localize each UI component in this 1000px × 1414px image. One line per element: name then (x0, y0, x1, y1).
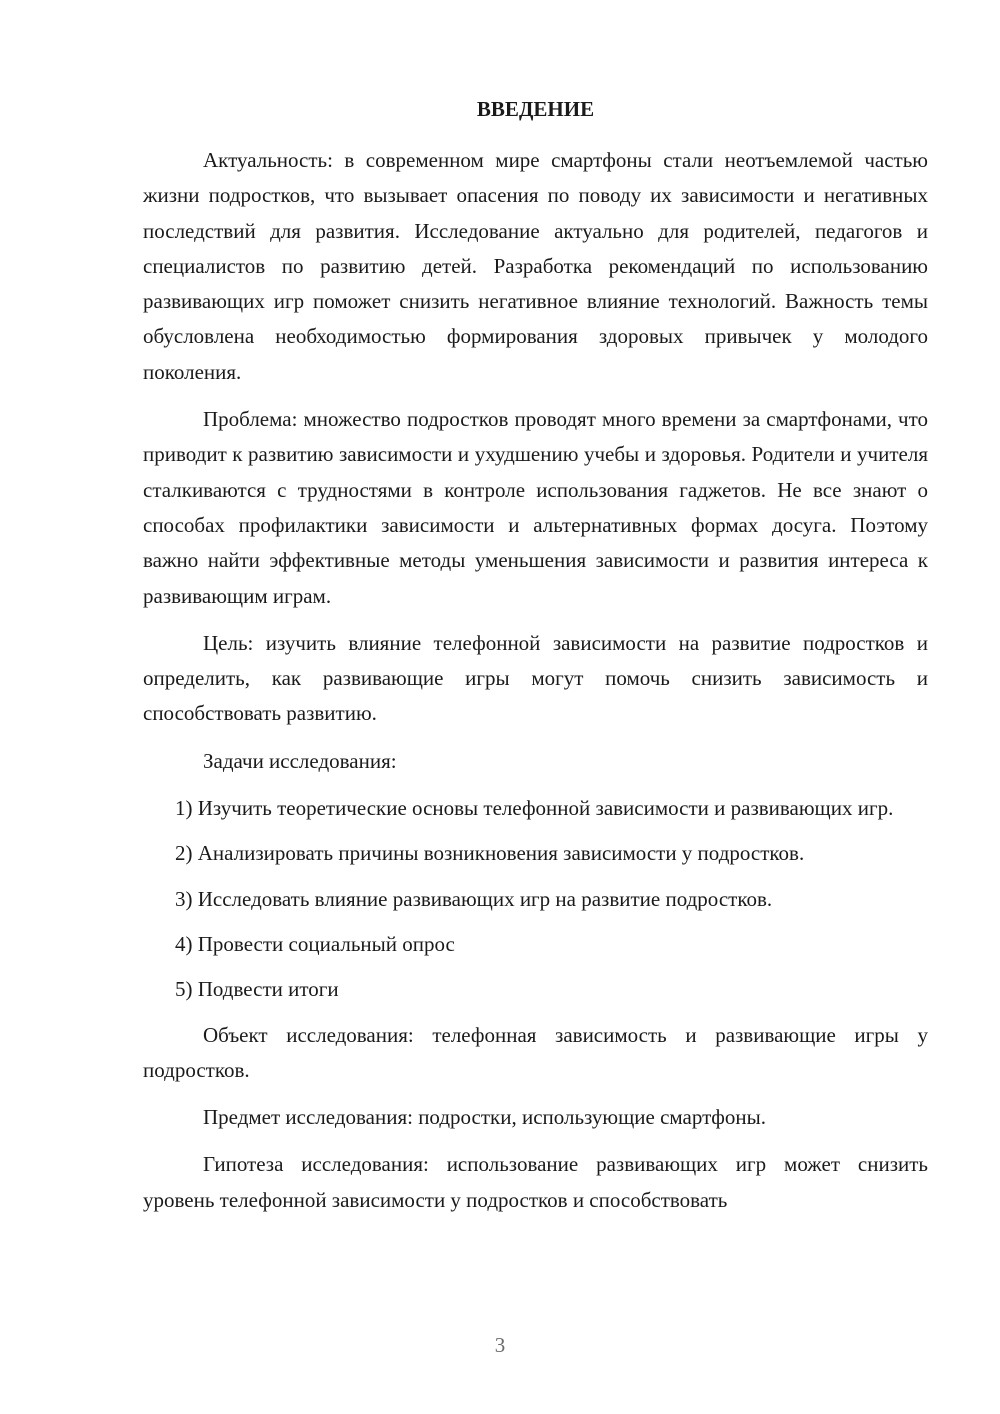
page-number: 3 (494, 1333, 506, 1357)
paragraph-problem: Проблема: множество подростков проводят много времени за смартфонами, что приводит к развитию зависимости и ухудшению учебы и здоровья. Родители и учителя сталкиваются с трудностями в контроле использования гаджетов. Не все знают о способах профилактики зависимости и альтернативных формах досуга. Поэтому важно найти эффективные методы уменьшения зависимости и развития интереса к развивающим играм. (143, 407, 928, 608)
paragraph-hypothesis: Гипотеза исследования: использование развивающих игр может снизить уровень телефонной зависимости у подростков и способствовать (143, 1152, 928, 1212)
document-title: ВВЕДЕНИЕ (476, 97, 595, 121)
task-item-3: 3) Исследовать влияние развивающих игр на развитие подростков. (175, 886, 773, 911)
paragraph-goal: Цель: изучить влияние телефонной зависимости на развитие подростков и определить, как развивающие игры могут помочь снизить зависимость и способствовать развитию. (143, 630, 928, 726)
document-page (143, 92, 928, 1230)
paragraph-relevance: Актуальность: в современном мире смартфоны стали неотъемлемой частью жизни подростков, что вызывает опасения по поводу их зависимости и негативных последствий для развития. Исследование актуально для родителей, педагогов и специалистов по развитию детей. Разработка рекомендаций по использованию развивающих игр поможет снизить негативное влияние технологий. Важность темы обусловлена необходимостью формирования здоровых привычек у молодого поколения. (143, 148, 928, 384)
task-item-5: 5) Подвести итоги (175, 977, 339, 1002)
task-item-4: 4) Провести социальный опрос (175, 931, 455, 956)
paragraph-object: Объект исследования: телефонная зависимость и развивающие игры у подростков. (143, 1022, 928, 1082)
task-item-2: 2) Анализировать причины возникновения зависимости у подростков. (175, 841, 805, 866)
task-item-1: 1) Изучить теоретические основы телефонной зависимости и развивающих игр. (175, 796, 894, 821)
tasks-heading: Задачи исследования: (203, 748, 397, 773)
paragraph-subject: Предмет исследования: подростки, использующие смартфоны. (203, 1105, 766, 1130)
